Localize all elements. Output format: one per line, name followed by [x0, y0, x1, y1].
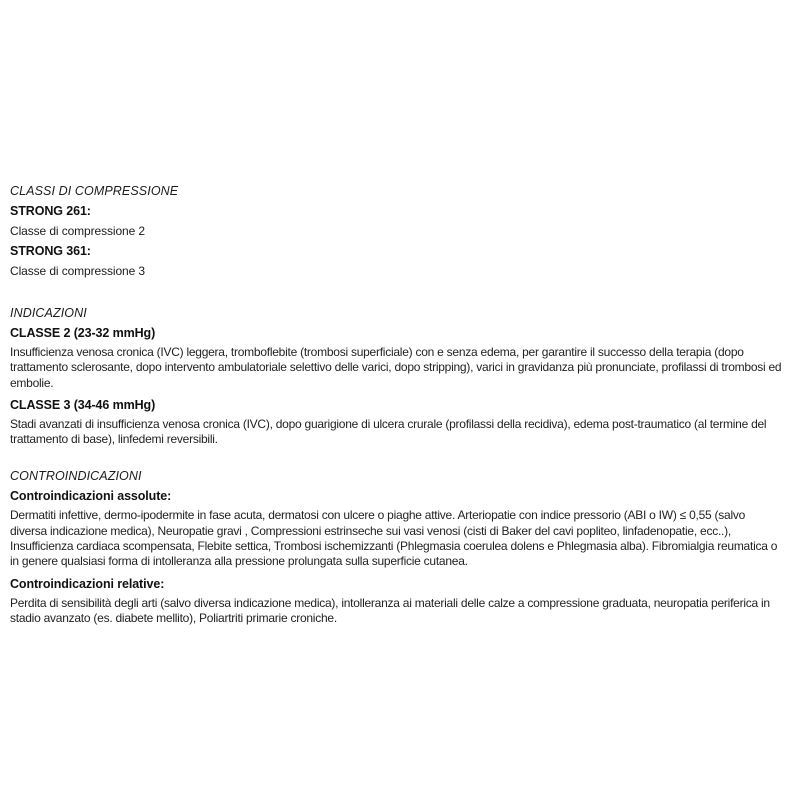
paragraph-classe-3-indications: Stadi avanzati di insufficienza venosa cronica (IVC), dopo guarigione di ulcera crurale (profilassi della recidiva), edema post-traumatico (al termine del trattamento di base), linfedemi reversibili.: [10, 416, 767, 447]
label-strong-261: STRONG 261:: [10, 204, 91, 218]
document-page: [10, 181, 782, 630]
section-heading-controindicazioni: CONTROINDICAZIONI: [10, 469, 142, 484]
text-compression-class-3: Classe di compressione 3: [10, 264, 145, 278]
label-controindicazioni-assolute: Controindicazioni assolute:: [10, 489, 172, 504]
text-compression-class-2: Classe di compressione 2: [10, 224, 145, 238]
paragraph-controindicazioni-relative: Perdita di sensibilità degli arti (salvo diversa indicazione medica), intolleranza ai materiali delle calze a compressione graduata, neuropatia periferica in stadio avanzato (es. diabete mellito), Poliartriti primarie croniche.: [10, 595, 770, 625]
section-heading-classi-di-compressione: CLASSI DI COMPRESSIONE: [10, 184, 179, 198]
paragraph-controindicazioni-assolute: Dermatiti infettive, dermo-ipodermite in fase acuta, dermatosi con ulcere o piaghe attive. Arteriopatie con indice pressorio (ABI o IW) ≤ 0,55 (salvo diversa indicazione medica), Neuropatie gravi , Compressioni estrinseche sui vasi venosi (cisti di Baker del cavi popliteo, linfadenopatie, ecc..), Insufficienza cardiaca scompensata, Flebite settica, Trombosi ischemizzanti (Phlegmasia coerulea dolens e Phlegmasia alba). Fibromialgia reumatica o in genere qualsiasi forma di intolleranza alla pressione prolungata sulla superficie cutanea.: [10, 508, 778, 569]
section-compression-classes: [10, 181, 782, 281]
section-controindicazioni: [10, 466, 782, 626]
label-classe-2-pressure-range: CLASSE 2 (23-32 mmHg): [10, 326, 156, 340]
section-indicazioni: [10, 303, 782, 447]
label-controindicazioni-relative: Controindicazioni relative:: [10, 576, 165, 591]
section-heading-indicazioni: INDICAZIONI: [10, 306, 87, 320]
label-strong-361: STRONG 361:: [10, 244, 91, 258]
label-classe-3-pressure-range: CLASSE 3 (34-46 mmHg): [10, 397, 156, 412]
paragraph-classe-2-indications: Insufficienza venosa cronica (IVC) leggera, tromboflebite (trombosi superficiale) con e senza edema, per garantire il successo della terapia (dopo trattamento sclerosante, dopo intervento ambulatoriale selettivo delle varici, dopo stripping), varici in gravidanza più pronunciate, profilassi di trombosi ed embolie.: [10, 345, 782, 390]
